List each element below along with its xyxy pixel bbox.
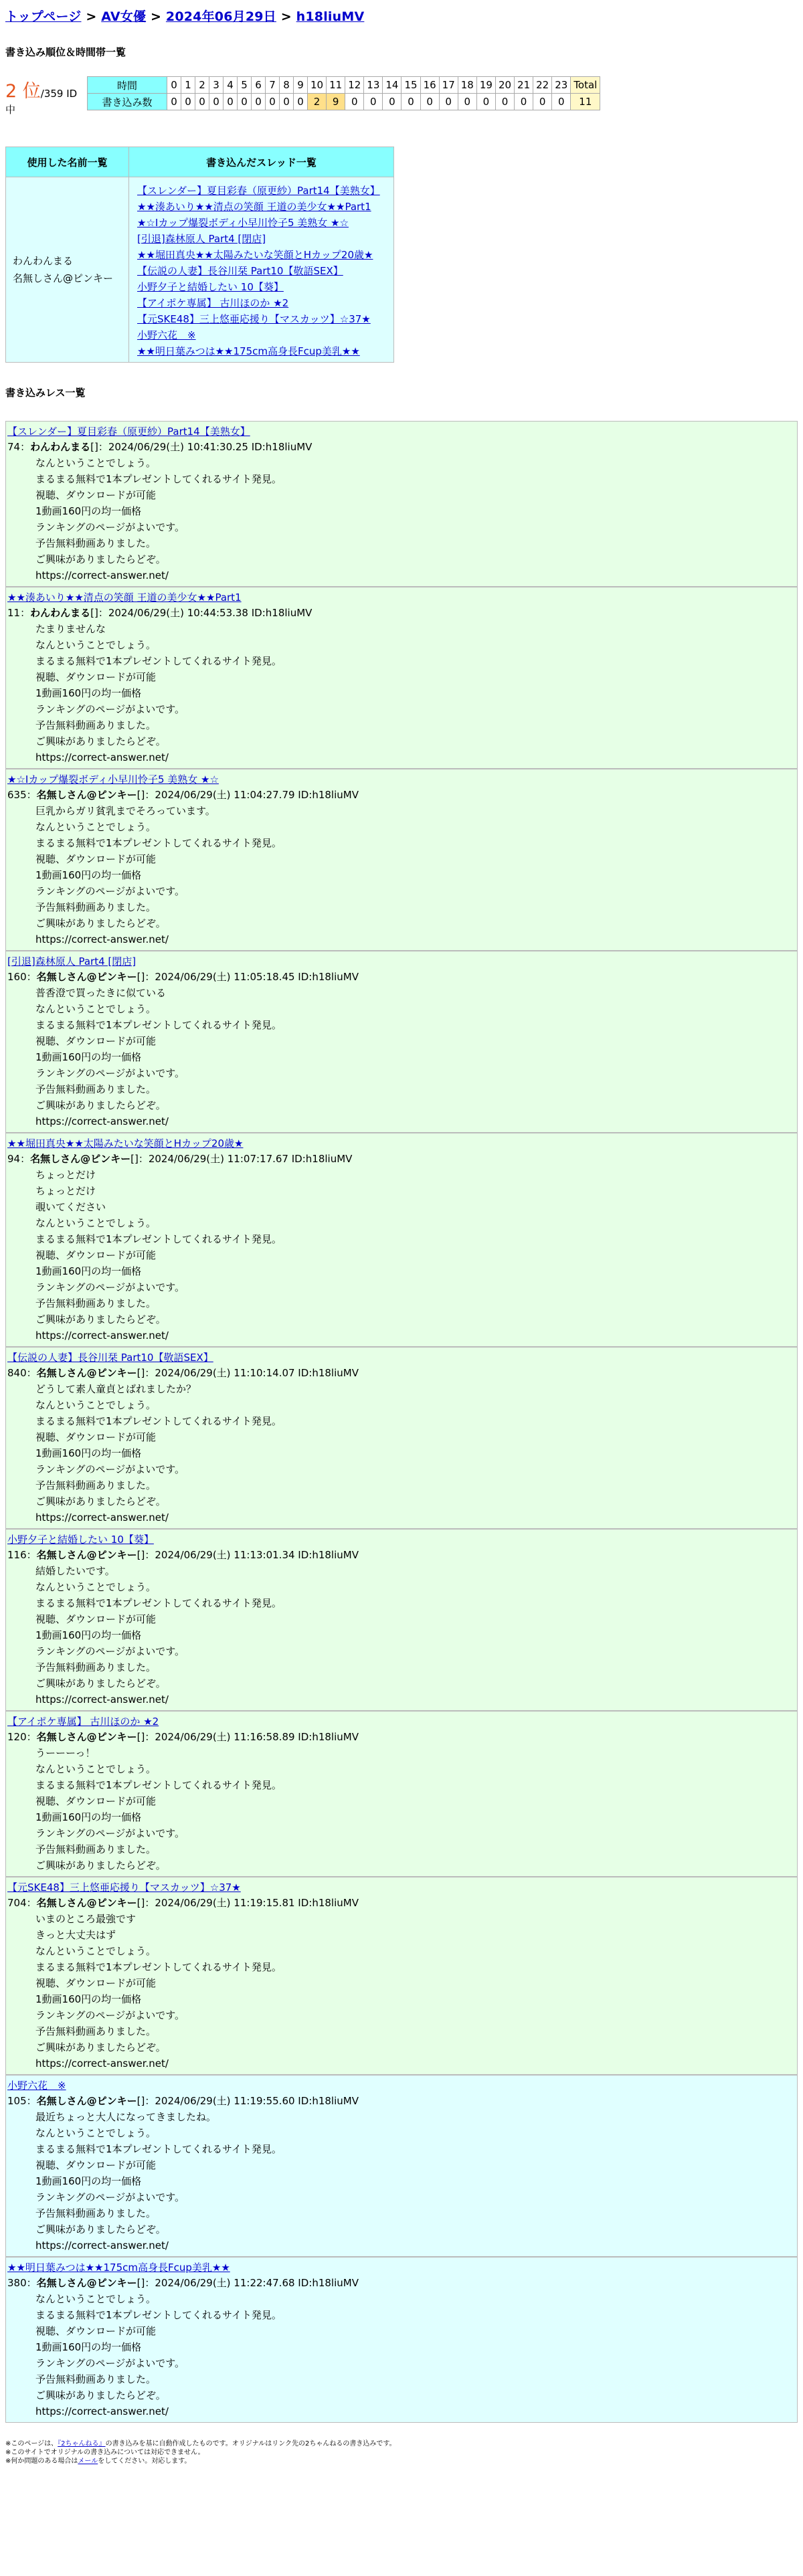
post-thread-link[interactable]: 【元SKE48】三上悠亜応援り【マスカッツ】☆37★ — [7, 1881, 241, 1894]
post-body-line: まるまる無料で1本プレゼントしてくれるサイト発見。 — [35, 1019, 282, 1031]
post-body-line: 予告無料動画ありました。 — [35, 1297, 157, 1309]
post-body — [7, 803, 797, 947]
post-meta: []：2024/06/29(土) 11:19:55.60 ID:h18liuMV — [137, 2095, 359, 2107]
thread-list-item — [137, 215, 393, 231]
post-list — [5, 421, 798, 2423]
post-body-line: なんということでしょう。 — [35, 2127, 157, 2139]
post-header — [7, 606, 797, 621]
post-body-line: 1動画160円の均一価格 — [35, 687, 142, 699]
post-item — [5, 421, 798, 587]
post-body-line: ランキングのページがよいです。 — [35, 1827, 185, 1839]
post-body-line: https://correct-answer.net/ — [35, 751, 169, 763]
ranking-heading: 書き込み順位＆時間帯一覧 — [5, 46, 126, 58]
post-body-line: 予告無料動画ありました。 — [35, 2025, 157, 2037]
post-body-line: 視聴、ダウンロードが可能 — [35, 1977, 157, 1989]
post-author-name: 名無しさん@ピンキー — [36, 1731, 137, 1743]
post-body-line: 巨乳からガリ貧乳までそろっています。 — [35, 805, 215, 817]
post-item — [5, 1529, 798, 1711]
post-body-line: どうして素人童貞とばれましたか？ — [35, 1383, 197, 1395]
post-body — [7, 1745, 797, 1873]
post-thread-link[interactable]: ★☆Iカップ爆裂ボディ小早川怜子5 美熟女 ★☆ — [7, 773, 219, 786]
post-body-line: 1動画160円の均一価格 — [35, 1265, 142, 1277]
post-body-line: https://correct-answer.net/ — [35, 1329, 169, 1342]
hour-header: 9 — [294, 77, 308, 94]
thread-link[interactable]: 【元SKE48】三上悠亜応援り【マスカッツ】☆37★ — [137, 313, 371, 325]
post-header — [7, 1366, 797, 1381]
post-body-line: ご興味がありましたらどぞ。 — [35, 2041, 166, 2053]
breadcrumb-board-link[interactable]: AV女優 — [101, 9, 147, 24]
threads-cell — [129, 177, 394, 363]
post-header — [7, 1152, 797, 1167]
footer-line — [5, 2440, 798, 2448]
post-body-line: なんということでしょう。 — [35, 457, 157, 469]
hour-total-header: Total — [571, 77, 600, 94]
footer-text: ※このページは、 — [5, 2440, 58, 2448]
post-body-line: なんということでしょう。 — [35, 1763, 157, 1775]
post-author-name: 名無しさん@ピンキー — [36, 971, 137, 983]
post-author-name: 名無しさん@ピンキー — [36, 1897, 137, 1909]
thread-list-item — [137, 327, 393, 343]
breadcrumb — [5, 7, 798, 25]
hour-post-count: 0 — [195, 94, 209, 110]
post-item — [5, 2075, 798, 2257]
post-body-line: なんということでしょう。 — [35, 1217, 157, 1229]
post-body-line: https://correct-answer.net/ — [35, 2239, 169, 2251]
post-body-line: ちょっとだけ — [35, 1185, 96, 1197]
hour-header: 1 — [181, 77, 195, 94]
rank-value: 2 位 — [5, 81, 41, 102]
hour-post-count: 0 — [439, 94, 458, 110]
post-body-line: ご興味がありましたらどぞ。 — [35, 553, 166, 565]
post-body-line: なんということでしょう。 — [35, 1003, 157, 1015]
post-number: 160 — [7, 971, 27, 983]
post-body-line: 予告無料動画ありました。 — [35, 537, 157, 549]
hour-header: 15 — [402, 77, 420, 94]
breadcrumb-id-link[interactable]: h18liuMV — [296, 9, 365, 24]
hour-post-count: 9 — [327, 94, 345, 110]
hour-header: 2 — [195, 77, 209, 94]
hour-header: 8 — [280, 77, 294, 94]
hour-header: 4 — [224, 77, 238, 94]
post-body-line: いまのところ最強です — [35, 1913, 137, 1925]
post-body-line: 視聴、ダウンロードが可能 — [35, 2159, 157, 2171]
post-header — [7, 1548, 797, 1563]
post-body-line: 視聴、ダウンロードが可能 — [35, 489, 157, 501]
hour-header: 23 — [552, 77, 571, 94]
post-body-line: ご興味がありましたらどぞ。 — [35, 917, 166, 929]
thread-list-item — [137, 343, 393, 359]
usage-table — [5, 147, 394, 363]
hour-post-count: 0 — [515, 94, 533, 110]
thread-list-item — [137, 199, 393, 215]
post-meta: []：2024/06/29(土) 11:16:58.89 ID:h18liuMV — [137, 1731, 359, 1743]
post-author-name: 名無しさん@ピンキー — [36, 2095, 137, 2107]
thread-list-item — [137, 263, 393, 279]
thread-link[interactable]: ★★湊あいり★★清点の笑顔 王道の美少女★★Part1 — [137, 201, 371, 213]
footer-line: ※このサイトでオリジナルの書き込みについては対応できません。 — [5, 2449, 205, 2456]
post-body-line: ランキングのページがよいです。 — [35, 2009, 185, 2021]
hour-header: 13 — [364, 77, 383, 94]
post-body-line: 予告無料動画ありました。 — [35, 1661, 157, 1673]
post-separator: ： — [26, 1367, 37, 1379]
hour-post-count: 0 — [402, 94, 420, 110]
hour-header: 19 — [476, 77, 495, 94]
post-body-line: 視聴、ダウンロードが可能 — [35, 853, 157, 865]
post-body-line: まるまる無料で1本プレゼントしてくれるサイト発見。 — [35, 1233, 282, 1245]
thread-link[interactable]: 小野夕子と結婚したい 10【葵】 — [137, 281, 284, 293]
hour-header: 22 — [533, 77, 552, 94]
post-meta: []：2024/06/29(土) 10:44:53.38 ID:h18liuMV — [90, 607, 313, 619]
hour-post-count: 0 — [209, 94, 224, 110]
post-thread-link[interactable]: 【スレンダー】夏目彩春（原更紗）Part14【美熟女】 — [7, 426, 250, 438]
post-body — [7, 1563, 797, 1708]
post-thread-link[interactable]: ★★明日葉みつは★★175cm高身長Fcup美乳★★ — [7, 2262, 230, 2274]
used-name: わんわんまる — [13, 255, 74, 267]
post-item — [5, 1347, 798, 1529]
post-body — [7, 1381, 797, 1526]
breadcrumb-top-link[interactable]: トップページ — [5, 9, 82, 24]
post-body-line: ランキングのページがよいです。 — [35, 1281, 185, 1293]
post-body-line: https://correct-answer.net/ — [35, 2057, 169, 2069]
post-number: 116 — [7, 1549, 27, 1561]
post-body-line: 予告無料動画ありました。 — [35, 901, 157, 913]
post-header — [7, 788, 797, 803]
thread-link[interactable]: ★☆Iカップ爆裂ボディ小早川怜子5 美熟女 ★☆ — [137, 217, 349, 229]
post-body-line: https://correct-answer.net/ — [35, 1693, 169, 1706]
post-body-line: https://correct-answer.net/ — [35, 933, 169, 945]
hour-post-count: 0 — [280, 94, 294, 110]
post-number: 840 — [7, 1367, 27, 1379]
post-body-line: 覗いてください — [35, 1201, 106, 1213]
hour-post-count: 0 — [345, 94, 364, 110]
post-thread-link[interactable]: 小野六花 ※ — [7, 2080, 66, 2092]
post-body-line: 1動画160円の均一価格 — [35, 1447, 142, 1459]
post-header — [7, 970, 797, 985]
post-body-line: まるまる無料で1本プレゼントしてくれるサイト発見。 — [35, 1415, 282, 1427]
thread-list-item — [137, 183, 393, 199]
post-body — [7, 985, 797, 1129]
post-author-name: 名無しさん@ピンキー — [36, 1549, 137, 1561]
hour-header: 21 — [515, 77, 533, 94]
threads-column-header: 書き込んだスレッド一覧 — [129, 147, 394, 177]
hour-post-count: 0 — [266, 94, 280, 110]
post-body-line: ご興味がありましたらどぞ。 — [35, 2223, 166, 2235]
hour-post-count: 0 — [167, 94, 181, 110]
post-body — [7, 1167, 797, 1344]
post-header — [7, 2276, 797, 2291]
ranking-section — [5, 76, 798, 114]
post-body-line: https://correct-answer.net/ — [35, 1511, 169, 1524]
hour-post-count: 0 — [294, 94, 308, 110]
counts-row — [88, 94, 600, 110]
post-thread-link[interactable]: ★★堀田真央★★太陽みたいな笑顔とHカップ20歳★ — [7, 1137, 244, 1149]
thread-list-item — [137, 295, 393, 311]
post-body-line: ご興味がありましたらどぞ。 — [35, 2389, 166, 2401]
post-body-line: 予告無料動画ありました。 — [35, 719, 157, 731]
footer-text: の書き込みを基に自動作成したものです。オリジナルはリンク先の2ちゃんねるの書き込みです。 — [105, 2440, 396, 2448]
post-body-line: 予告無料動画ありました。 — [35, 2373, 157, 2385]
post-body-line: 視聴、ダウンロードが可能 — [35, 671, 157, 683]
post-body-line: たまりませんな — [35, 623, 106, 635]
post-body-line: 普香澄で買ったきに似ている — [35, 987, 167, 999]
post-item — [5, 587, 798, 769]
post-author-name: 名無しさん@ピンキー — [36, 1367, 137, 1379]
post-meta: []：2024/06/29(土) 11:04:27.79 ID:h18liuMV — [137, 789, 359, 801]
post-thread-link[interactable]: 小野夕子と結婚したい 10【葵】 — [7, 1534, 154, 1546]
post-number: 704 — [7, 1897, 27, 1909]
post-number: 94 — [7, 1153, 21, 1165]
post-separator: ： — [20, 607, 31, 619]
hour-header: 10 — [308, 77, 327, 94]
post-header — [7, 440, 797, 455]
rank-total-ids: /359 ID中 — [5, 88, 78, 116]
hour-header: 20 — [495, 77, 514, 94]
post-item — [5, 1711, 798, 1877]
hour-post-count: 0 — [383, 94, 402, 110]
post-author-name: わんわんまる — [30, 607, 91, 619]
post-body — [7, 2291, 797, 2419]
post-thread-link[interactable]: 【アイポケ専属】 古川ほのか ★2 — [7, 1716, 159, 1728]
res-list-heading: 書き込みレス一覧 — [5, 387, 86, 399]
thread-link[interactable]: 【スレンダー】夏目彩春（原更紗）Part14【美熟女】 — [137, 185, 380, 197]
post-body-line: 1動画160円の均一価格 — [35, 2341, 142, 2353]
post-body — [7, 455, 797, 583]
post-body-line: 予告無料動画ありました。 — [35, 1843, 157, 1855]
post-body-line: 結婚したいです。 — [35, 1565, 115, 1577]
count-label: 書き込み数 — [88, 94, 167, 110]
breadcrumb-separator: > — [81, 9, 102, 24]
hour-post-count: 0 — [458, 94, 476, 110]
post-thread-link[interactable]: 【伝説の人妻】長谷川栞 Part10【敬語SEX】 — [7, 1352, 213, 1364]
hour-header: 17 — [439, 77, 458, 94]
post-meta: []：2024/06/29(土) 10:41:30.25 ID:h18liuMV — [90, 441, 313, 453]
post-body-line: なんということでしょう。 — [35, 1581, 157, 1593]
post-count-total: 11 — [571, 94, 600, 110]
hour-header: 11 — [327, 77, 345, 94]
post-item — [5, 951, 798, 1133]
post-body-line: まるまる無料で1本プレゼントしてくれるサイト発見。 — [35, 2309, 282, 2321]
breadcrumb-separator: > — [146, 9, 166, 24]
post-body-line: ランキングのページがよいです。 — [35, 521, 185, 533]
post-meta: []：2024/06/29(土) 11:10:14.07 ID:h18liuMV — [137, 1367, 359, 1379]
hour-post-count: 0 — [495, 94, 514, 110]
post-author-name: わんわんまる — [30, 441, 91, 453]
footer-text: ※何か問題のある場合は — [5, 2458, 78, 2465]
post-thread-link[interactable]: [引退]森林原人 Part4 [閉店] — [7, 955, 137, 968]
post-body-line: 予告無料動画ありました。 — [35, 1479, 157, 1491]
post-separator: ： — [20, 1153, 31, 1165]
thread-link[interactable]: [引退]森林原人 Part4 [閉店] — [137, 233, 266, 245]
hour-header: 14 — [383, 77, 402, 94]
hour-post-count: 0 — [252, 94, 266, 110]
post-body-line: 視聴、ダウンロードが可能 — [35, 1795, 157, 1807]
post-body-line: ご興味がありましたらどぞ。 — [35, 1677, 166, 1689]
post-body-line: ご興味がありましたらどぞ。 — [35, 1495, 166, 1507]
post-meta: []：2024/06/29(土) 11:13:01.34 ID:h18liuMV — [137, 1549, 359, 1561]
thread-link[interactable]: ★★堀田真央★★太陽みたいな笑顔とHカップ20歳★ — [137, 249, 373, 261]
post-body-line: https://correct-answer.net/ — [35, 569, 169, 581]
post-body-line: 視聴、ダウンロードが可能 — [35, 1249, 157, 1261]
post-body-line: ランキングのページがよいです。 — [35, 1067, 185, 1079]
hour-header: 18 — [458, 77, 476, 94]
thread-list-item — [137, 279, 393, 295]
post-body-line: まるまる無料で1本プレゼントしてくれるサイト発見。 — [35, 1597, 282, 1609]
post-body-line: https://correct-answer.net/ — [35, 1115, 169, 1127]
post-meta: []：2024/06/29(土) 11:07:17.67 ID:h18liuMV — [130, 1153, 353, 1165]
hour-header: 16 — [420, 77, 439, 94]
post-author-name: 名無しさん@ピンキー — [36, 789, 137, 801]
post-body-line: 1動画160円の均一価格 — [35, 869, 142, 881]
post-body-line: まるまる無料で1本プレゼントしてくれるサイト発見。 — [35, 1961, 282, 1973]
post-separator: ： — [26, 971, 37, 983]
hour-header: 3 — [209, 77, 224, 94]
post-separator: ： — [26, 1731, 37, 1743]
post-meta: []：2024/06/29(土) 11:19:15.81 ID:h18liuMV — [137, 1897, 359, 1909]
post-body-line: ランキングのページがよいです。 — [35, 1645, 185, 1657]
hour-header: 12 — [345, 77, 364, 94]
thread-list-item — [137, 311, 393, 327]
hour-post-count: 0 — [181, 94, 195, 110]
post-body-line: まるまる無料で1本プレゼントしてくれるサイト発見。 — [35, 1779, 282, 1791]
post-body-line: ご興味がありましたらどぞ。 — [35, 1099, 166, 1111]
post-item — [5, 2257, 798, 2423]
post-body-line: きっと大丈夫はず — [35, 1929, 116, 1941]
post-body-line: 1動画160円の均一価格 — [35, 1811, 142, 1823]
post-body-line: 1動画160円の均一価格 — [35, 1051, 142, 1063]
rank-display — [5, 76, 84, 114]
post-separator: ： — [26, 789, 37, 801]
post-body-line: ランキングのページがよいです。 — [35, 703, 185, 715]
hourly-post-table — [87, 76, 600, 110]
hour-header: 7 — [266, 77, 280, 94]
post-body-line: ちょっとだけ — [35, 1169, 96, 1181]
hour-post-count: 0 — [476, 94, 495, 110]
thread-list-item — [137, 231, 393, 247]
post-body-line: まるまる無料で1本プレゼントしてくれるサイト発見。 — [35, 473, 282, 485]
hour-header: 5 — [238, 77, 252, 94]
hour-post-count: 0 — [552, 94, 571, 110]
post-body-line: なんということでしょう。 — [35, 639, 157, 651]
post-body-line: ご興味がありましたらどぞ。 — [35, 1313, 166, 1325]
post-number: 380 — [7, 2277, 27, 2289]
post-item — [5, 1877, 798, 2075]
post-number: 635 — [7, 789, 27, 801]
post-body-line: 予告無料動画ありました。 — [35, 2207, 157, 2219]
post-body-line: なんということでしょう。 — [35, 2293, 157, 2305]
hour-header: 0 — [167, 77, 181, 94]
post-body — [7, 621, 797, 765]
post-body — [7, 2109, 797, 2253]
post-header — [7, 2094, 797, 2109]
names-column-header: 使用した名前一覧 — [6, 147, 129, 177]
post-body-line: 視聴、ダウンロードが可能 — [35, 1035, 157, 1047]
hour-post-count: 0 — [224, 94, 238, 110]
post-body-line: 1動画160円の均一価格 — [35, 1993, 142, 2005]
time-label: 時間 — [88, 77, 167, 94]
post-body-line: ご興味がありましたらどぞ。 — [35, 735, 166, 747]
hour-post-count: 0 — [364, 94, 383, 110]
post-header — [7, 1730, 797, 1745]
post-body-line: まるまる無料で1本プレゼントしてくれるサイト発見。 — [35, 837, 282, 849]
used-name: 名無しさん@ピンキー — [13, 272, 114, 284]
post-body-line: うーーーっ！ — [35, 1747, 96, 1759]
footer-text: をしてください。対応します。 — [98, 2458, 191, 2465]
post-number: 105 — [7, 2095, 27, 2107]
post-body-line: 1動画160円の均一価格 — [35, 505, 142, 517]
post-header — [7, 1896, 797, 1911]
hour-post-count: 0 — [533, 94, 552, 110]
post-body-line: 視聴、ダウンロードが可能 — [35, 2325, 157, 2337]
thread-link[interactable]: 小野六花 ※ — [137, 329, 196, 341]
post-item — [5, 769, 798, 951]
post-body-line: https://correct-answer.net/ — [35, 2405, 169, 2417]
post-body-line: 予告無料動画ありました。 — [35, 1083, 157, 1095]
breadcrumb-separator: > — [276, 9, 296, 24]
footer-mail-link[interactable]: メール — [78, 2458, 98, 2465]
post-body-line: 1動画160円の均一価格 — [35, 1629, 142, 1641]
post-meta: []：2024/06/29(土) 11:22:47.68 ID:h18liuMV — [137, 2277, 359, 2289]
post-separator: ： — [26, 2277, 37, 2289]
post-separator: ： — [26, 2095, 37, 2107]
post-number: 120 — [7, 1731, 27, 1743]
thread-link[interactable]: ★★明日葉みつは★★175cm高身長Fcup美乳★★ — [137, 345, 360, 357]
post-separator: ： — [26, 1549, 37, 1561]
thread-link[interactable]: 【伝説の人妻】長谷川栞 Part10【敬語SEX】 — [137, 265, 343, 277]
hours-row — [88, 77, 600, 94]
post-body-line: なんということでしょう。 — [35, 821, 157, 833]
post-body-line: 視聴、ダウンロードが可能 — [35, 1613, 157, 1625]
post-body-line: ランキングのページがよいです。 — [35, 885, 185, 897]
used-names-cell — [6, 177, 129, 363]
breadcrumb-date-link[interactable]: 2024年06月29日 — [165, 9, 276, 24]
footer-2ch-link[interactable]: 『2ちゃんねる』 — [58, 2440, 106, 2448]
post-body-line: 1動画160円の均一価格 — [35, 2175, 142, 2187]
post-separator: ： — [26, 1897, 37, 1909]
hour-post-count: 0 — [238, 94, 252, 110]
thread-link[interactable]: 【アイポケ専属】 古川ほのか ★2 — [137, 297, 289, 309]
hour-post-count: 0 — [420, 94, 439, 110]
post-item — [5, 1133, 798, 1347]
post-body-line: 最近ちょっと大人になってきましたね。 — [35, 2111, 217, 2123]
post-number: 11 — [7, 607, 21, 619]
post-body-line: ランキングのページがよいです。 — [35, 2357, 185, 2369]
post-body-line: ランキングのページがよいです。 — [35, 1463, 185, 1475]
post-body-line: まるまる無料で1本プレゼントしてくれるサイト発見。 — [35, 655, 282, 667]
hour-header: 6 — [252, 77, 266, 94]
post-separator: ： — [20, 441, 31, 453]
post-body — [7, 1911, 797, 2072]
post-author-name: 名無しさん@ピンキー — [30, 1153, 131, 1165]
post-number: 74 — [7, 441, 21, 453]
thread-list-item — [137, 247, 393, 263]
hour-post-count: 2 — [308, 94, 327, 110]
post-body-line: ランキングのページがよいです。 — [35, 2191, 185, 2203]
post-meta: []：2024/06/29(土) 11:05:18.45 ID:h18liuMV — [137, 971, 359, 983]
footer-notes — [5, 2440, 798, 2466]
post-author-name: 名無しさん@ピンキー — [36, 2277, 137, 2289]
post-thread-link[interactable]: ★★湊あいり★★清点の笑顔 王道の美少女★★Part1 — [7, 591, 242, 604]
post-body-line: 視聴、ダウンロードが可能 — [35, 1431, 157, 1443]
post-body-line: まるまる無料で1本プレゼントしてくれるサイト発見。 — [35, 2143, 282, 2155]
footer-line — [5, 2457, 798, 2466]
post-body-line: ご興味がありましたらどぞ。 — [35, 1859, 166, 1871]
post-body-line: なんということでしょう。 — [35, 1945, 157, 1957]
post-body-line: なんということでしょう。 — [35, 1399, 157, 1411]
